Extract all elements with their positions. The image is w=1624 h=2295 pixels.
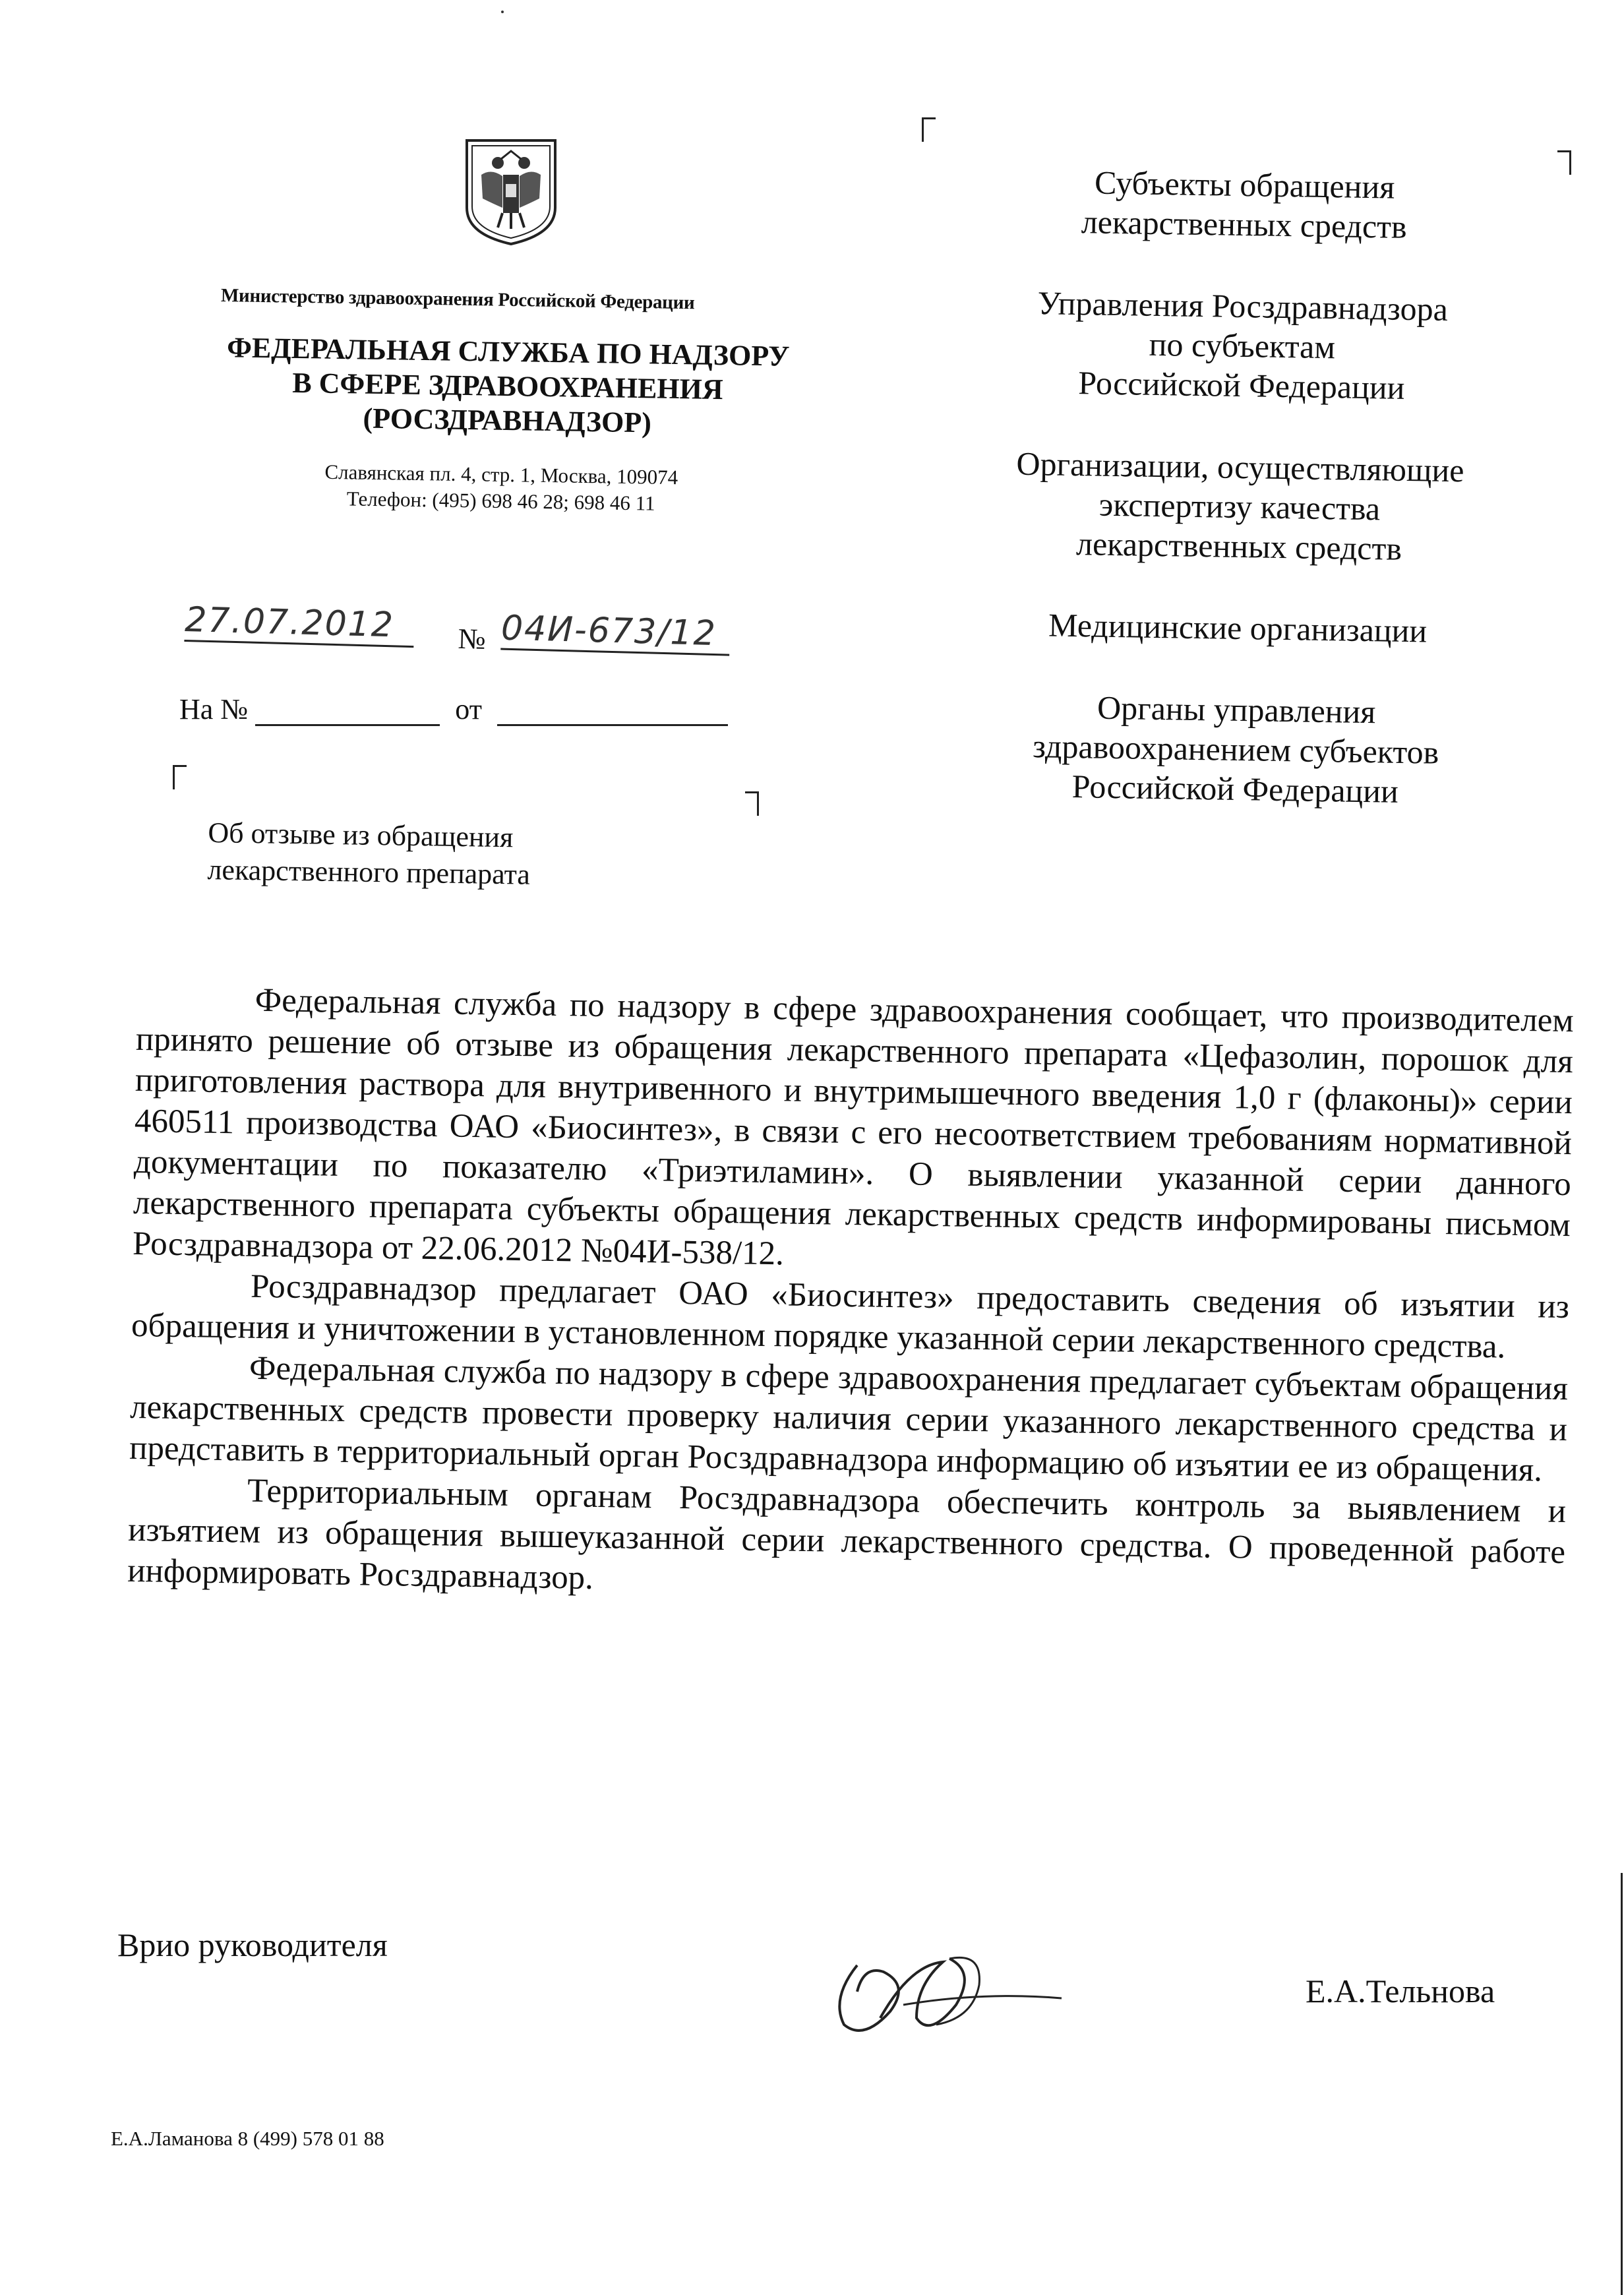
corner-mark xyxy=(173,765,187,789)
recipient-group xyxy=(953,160,1535,249)
recipient-line: Управления Росздравнадзора xyxy=(1037,284,1449,328)
signatory-position: Врио руководителя xyxy=(117,1926,388,1963)
agency-name-line: (РОСЗДРАВНАДЗОР) xyxy=(363,402,652,439)
scan-dot xyxy=(501,11,504,13)
reference-line xyxy=(179,686,728,726)
agency-address xyxy=(250,458,752,518)
recipient-line: здравоохранением субъектов xyxy=(1032,727,1439,771)
address-line: Славянская пл. 4, стр. 1, Москва, 109074 xyxy=(324,460,678,489)
scan-edge-line xyxy=(1621,1873,1623,2295)
letter-subject xyxy=(207,814,531,894)
reference-label: На № xyxy=(179,693,249,725)
recipient-group xyxy=(947,603,1528,652)
recipients-block xyxy=(944,160,1535,855)
recipient-line: экспертизу качества xyxy=(1098,485,1381,528)
ministry-name: Министерство здравоохранения Российской Федерации xyxy=(220,285,695,314)
recipient-line: по субъектам xyxy=(1149,325,1336,366)
subject-line: лекарственного препарата xyxy=(207,853,531,891)
body-paragraph: Росздравнадзор предлагает ОАО «Биосинтез» предоставить сведения об изъятии из обращения и уничтожении в установленном порядке указанной серии лекарственного средства. xyxy=(131,1268,1570,1366)
reference-date-blank xyxy=(497,686,728,726)
recipient-line: лекарственных средств xyxy=(1081,203,1408,245)
signatory-name: Е.А.Тельнова xyxy=(1306,1973,1495,2009)
recipient-line: Субъекты обращения xyxy=(1094,164,1395,206)
recipient-line: Медицинские организации xyxy=(1048,606,1428,650)
reference-from-label: от xyxy=(455,693,482,725)
recipient-group xyxy=(945,685,1527,813)
subject-line: Об отзыве из обращения xyxy=(208,816,514,854)
recipient-group xyxy=(951,282,1534,410)
recipient-line: Организации, осуществляющие xyxy=(1016,444,1464,489)
recipient-group xyxy=(949,443,1531,570)
agency-name-line: В СФЕРЕ ЗДРАВООХРАНЕНИЯ xyxy=(292,366,723,406)
body-paragraph: Федеральная служба по надзору в сфере здравоохранения предлагает субъектам обращения лекарственных средств провести проверку наличия серии указанного лекарственного средства и представить в территориальный орган Росздравнадзора информацию об изъятии ее из обращения. xyxy=(129,1349,1569,1489)
recipient-line: Органы управления xyxy=(1097,688,1376,731)
reference-number-blank xyxy=(255,695,440,726)
body-paragraph: Территориальным органам Росздравнадзора обеспечить контроль за выявлением и изъятием из обращения вышеуказанной серии лекарственного средства. О проведенной работе информировать Росздравнадзор. xyxy=(127,1472,1567,1597)
body-paragraph: Федеральная служба по надзору в сфере здравоохранения сообщает, что производителем принято решение об отзыве из обращения лекарственного препарата «Цефазолин, порошок для приготовления раствора для внутривенного и внутримышечного введения 1,0 г (флаконы)» серии 460511 производства ОАО «Биосинтез», в связи с его несоответствием требованиям нормативной документации по показателю «Триэтиламин». О выявлении указанной серии данного лекарственного препарата субъекты обращения лекарственных средств информированы письмом Росздравнадзора от 22.06.2012 №04И-538/12. xyxy=(132,981,1575,1273)
corner-mark xyxy=(1557,150,1571,175)
phone-line: Телефон: (495) 698 46 28; 698 46 11 xyxy=(346,487,655,515)
corner-mark xyxy=(745,791,759,816)
recipient-line: лекарственных средств xyxy=(1075,525,1402,567)
corner-mark xyxy=(922,117,936,142)
letter-body xyxy=(127,978,1574,1614)
executor-contact: Е.А.Ламанова 8 (499) 578 01 88 xyxy=(111,2127,384,2150)
coat-of-arms-icon xyxy=(462,135,560,247)
number-sign: № xyxy=(458,622,487,656)
registration-date: 27.07.2012 xyxy=(184,600,414,648)
agency-name-line: ФЕДЕРАЛЬНАЯ СЛУЖБА ПО НАДЗОРУ xyxy=(226,331,790,373)
recipient-line: Российской Федерации xyxy=(1077,364,1405,406)
recipient-line: Российской Федерации xyxy=(1071,768,1399,810)
handwritten-signature xyxy=(818,1926,1068,2058)
registration-number: 04И-673/12 xyxy=(500,609,730,656)
registration-line xyxy=(184,600,779,669)
agency-name xyxy=(191,330,825,443)
